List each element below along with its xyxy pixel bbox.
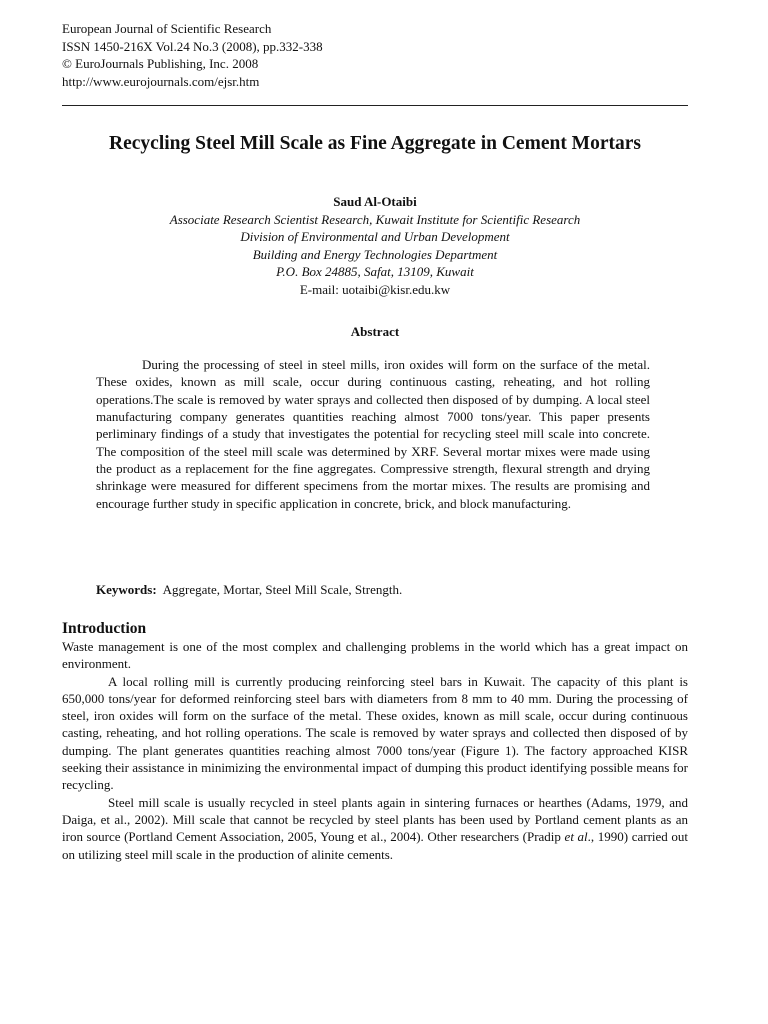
author-email[interactable]: E-mail: uotaibi@kisr.edu.kw bbox=[299, 281, 451, 297]
abstract-body bbox=[96, 356, 650, 512]
intro-paragraph-2: A local rolling mill is currently producing reinforcing steel bars in Kuwait. The capacity of this plant is 650,000 tons/year for deformed reinforcing steel bars with diameters from 8 mm to 40 mm. During the processing of steel, iron oxides will form on the surface of the metal. These oxides, known as mill scale, occur during continuous casting, reheating, and hot rolling operations. The scale is removed by water sprays and collected then disposed of by dumping. The plant generates quantities reaching almost 7000 tons/year (Figure 1). The factory approached KISR seeking their assistance in minimizing the environmental impact of dumping this product identifying possible means for recycling. bbox=[62, 673, 688, 793]
journal-copyright: © EuroJournals Publishing, Inc. 2008 bbox=[62, 56, 259, 71]
keywords-text: Aggregate, Mortar, Steel Mill Scale, Strength. bbox=[162, 582, 403, 597]
journal-header bbox=[62, 20, 323, 90]
intro-paragraph-3-text-end: ., 1990) carried out on utilizing steel mill scale in the production of alinite cements. bbox=[62, 829, 689, 862]
affiliation-line: Building and Energy Technologies Department bbox=[252, 246, 498, 262]
abstract-text: During the processing of steel in steel mills, iron oxides will form on the surface of the metal. These oxides, known as mill scale, occur during continuous casting, reheating, and hot rolling operations.The scale is removed by water sprays and collected then disposed of by dumping. A local steel manufacturing company generates quantities reaching almost 7000 tons/year. This paper presents perliminary findings of a study that investigates the potential for recycling steel mill scale into concrete. The composition of the steel mill scale was determined by XRF. Several mortar mixes were made using the product as a replacement for the fine aggregates. Compressive strength, flexural strength and drying shrinkage were measured for different specimens from the mortar mixes. The results are promising and encourage further study in specific application in concrete, brick, and block manufacturing. bbox=[96, 357, 650, 511]
intro-paragraph-1: Waste management is one of the most complex and challenging problems in the world which has a great impact on environment. bbox=[62, 639, 688, 672]
affiliation-line: Division of Environmental and Urban Development bbox=[240, 229, 510, 245]
keywords bbox=[96, 582, 650, 598]
affiliation-line: P.O. Box 24885, Safat, 13109, Kuwait bbox=[276, 264, 474, 280]
keywords-label: Keywords: bbox=[96, 582, 157, 597]
journal-name: European Journal of Scientific Research bbox=[62, 21, 272, 36]
intro-paragraph-3-text: Steel mill scale is usually recycled in steel plants again in sintering furnaces or hearthes (Adams, 1979, and Daiga, et al., 2002). Mill scale that cannot be recycled by steel plants has been used by Portland cement plants as an iron source (Portland Cement Association, 2005, Young et al., 2004). Other researchers (Pradip bbox=[62, 794, 688, 845]
journal-url[interactable]: http://www.eurojournals.com/ejsr.htm bbox=[62, 73, 260, 89]
journal-issn: ISSN 1450-216X Vol.24 No.3 (2008), pp.332-338 bbox=[62, 38, 323, 54]
paper-title: Recycling Steel Mill Scale as Fine Aggregate in Cement Mortars bbox=[109, 133, 641, 154]
intro-paragraph-3-italic: et al bbox=[564, 829, 588, 845]
author-block bbox=[62, 193, 688, 299]
introduction-body bbox=[62, 638, 688, 863]
intro-paragraph-3 bbox=[62, 794, 688, 863]
header-rule bbox=[62, 105, 688, 106]
introduction-heading: Introduction bbox=[62, 620, 147, 637]
affiliation-line: Associate Research Scientist Research, Kuwait Institute for Scientific Research bbox=[169, 211, 581, 227]
abstract-heading: Abstract bbox=[350, 324, 400, 339]
author-name: Saud Al-Otaibi bbox=[333, 194, 417, 209]
